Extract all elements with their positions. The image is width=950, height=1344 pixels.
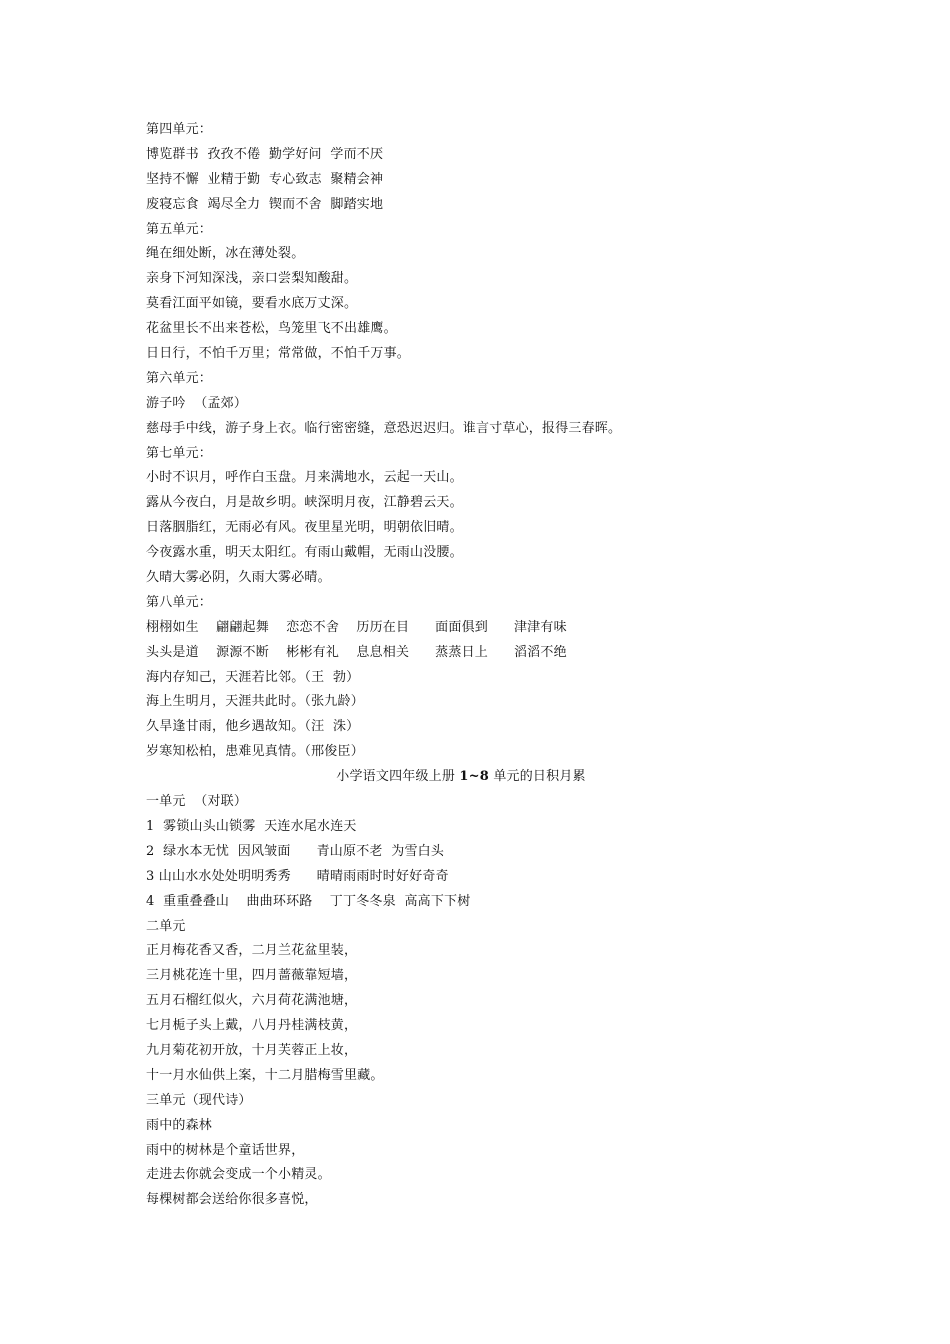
text-line: 正月梅花香又香，二月兰花盆里装，	[146, 943, 358, 959]
title-prefix: 小学语文四年级上册	[336, 769, 460, 785]
text-line: 七月栀子头上戴，八月丹桂满枝黄，	[146, 1018, 358, 1034]
section-part1	[146, 118, 846, 765]
title-bold-range: 1~8	[459, 769, 489, 785]
text-line: 头头是道 源源不断 彬彬有礼 息息相关 蒸蒸日上 滔滔不绝	[146, 644, 567, 660]
text-line: 三月桃花连十里，四月蔷薇靠短墙，	[146, 968, 358, 984]
text-line: 走进去你就会变成一个小精灵。	[146, 1167, 331, 1183]
text-line: 绳在细处断，冰在薄处裂。	[146, 246, 305, 262]
text-line: 游子吟 （孟郊）	[146, 395, 248, 411]
text-line: 第七单元：	[146, 445, 213, 461]
text-line: 栩栩如生 翩翩起舞 恋恋不舍 历历在目 面面俱到 津津有味	[146, 619, 567, 635]
text-line: 雨中的树林是个童话世界，	[146, 1142, 305, 1158]
text-line: 每棵树都会送给你很多喜悦，	[146, 1192, 318, 1208]
title-suffix: 单元的日积月累	[489, 769, 586, 785]
text-line: 岁寒知松柏，患难见真情。（邢俊臣）	[146, 744, 364, 760]
text-line: 海上生明月，天涯共此时。（张九龄）	[146, 694, 364, 710]
text-line: 废寝忘食 竭尽全力 锲而不舍 脚踏实地	[146, 196, 384, 212]
text-line: 第八单元：	[146, 594, 213, 610]
text-line: 海内存知己，天涯若比邻。（王 勃）	[146, 669, 360, 685]
text-line: 三单元（现代诗）	[146, 1092, 252, 1108]
text-line: 4 重重叠叠山 曲曲环环路 丁丁冬冬泉 高高下下树	[146, 893, 471, 909]
text-line: 九月菊花初开放，十月芙蓉正上妆，	[146, 1042, 358, 1058]
text-line: 今夜露水重，明天太阳红。有雨山戴帽，无雨山没腰。	[146, 545, 463, 561]
text-line: 坚持不懈 业精于勤 专心致志 聚精会神	[146, 171, 384, 187]
document-page	[146, 118, 846, 1213]
text-line: 久旱逢甘雨，他乡遇故知。（汪 洙）	[146, 719, 360, 735]
text-line: 日落胭脂红，无雨必有风。夜里星光明，明朝依旧晴。	[146, 520, 463, 536]
text-line: 慈母手中线，游子身上衣。临行密密缝，意恐迟迟归。谁言寸草心，报得三春晖。	[146, 420, 622, 436]
text-line: 3 山山水水处处明明秀秀 晴晴雨雨时时好好奇奇	[146, 868, 449, 884]
text-line: 第五单元：	[146, 221, 213, 237]
text-line: 第四单元：	[146, 122, 213, 137]
section-part2	[146, 790, 846, 1213]
text-line: 莫看江面平如镜，要看水底万丈深。	[146, 296, 358, 312]
text-line: 雨中的森林	[146, 1117, 213, 1133]
text-line: 久晴大雾必阴，久雨大雾必晴。	[146, 570, 331, 586]
text-line: 露从今夜白，月是故乡明。峡深明月夜，江静碧云天。	[146, 495, 463, 511]
text-line: 小时不识月，呼作白玉盘。月来满地水，云起一天山。	[146, 470, 463, 486]
text-line: 日日行，不怕千万里；常常做，不怕千万事。	[146, 346, 411, 362]
text-line: 亲身下河知深浅，亲口尝梨知酸甜。	[146, 271, 358, 287]
text-line: 二单元	[146, 918, 186, 934]
document-title	[146, 765, 776, 790]
text-line: 十一月水仙供上案，十二月腊梅雪里藏。	[146, 1067, 384, 1083]
text-line: 一单元 （对联）	[146, 794, 248, 810]
text-line: 1 雾锁山头山锁雾 天连水尾水连天	[146, 818, 357, 834]
text-line: 花盆里长不出来苍松，鸟笼里飞不出雄鹰。	[146, 321, 397, 337]
text-line: 五月石榴红似火，六月荷花满池塘，	[146, 993, 358, 1009]
text-line: 2 绿水本无忧 因风皱面 青山原不老 为雪白头	[146, 843, 445, 859]
text-line: 第六单元：	[146, 370, 213, 386]
text-line: 博览群书 孜孜不倦 勤学好问 学而不厌	[146, 146, 384, 162]
